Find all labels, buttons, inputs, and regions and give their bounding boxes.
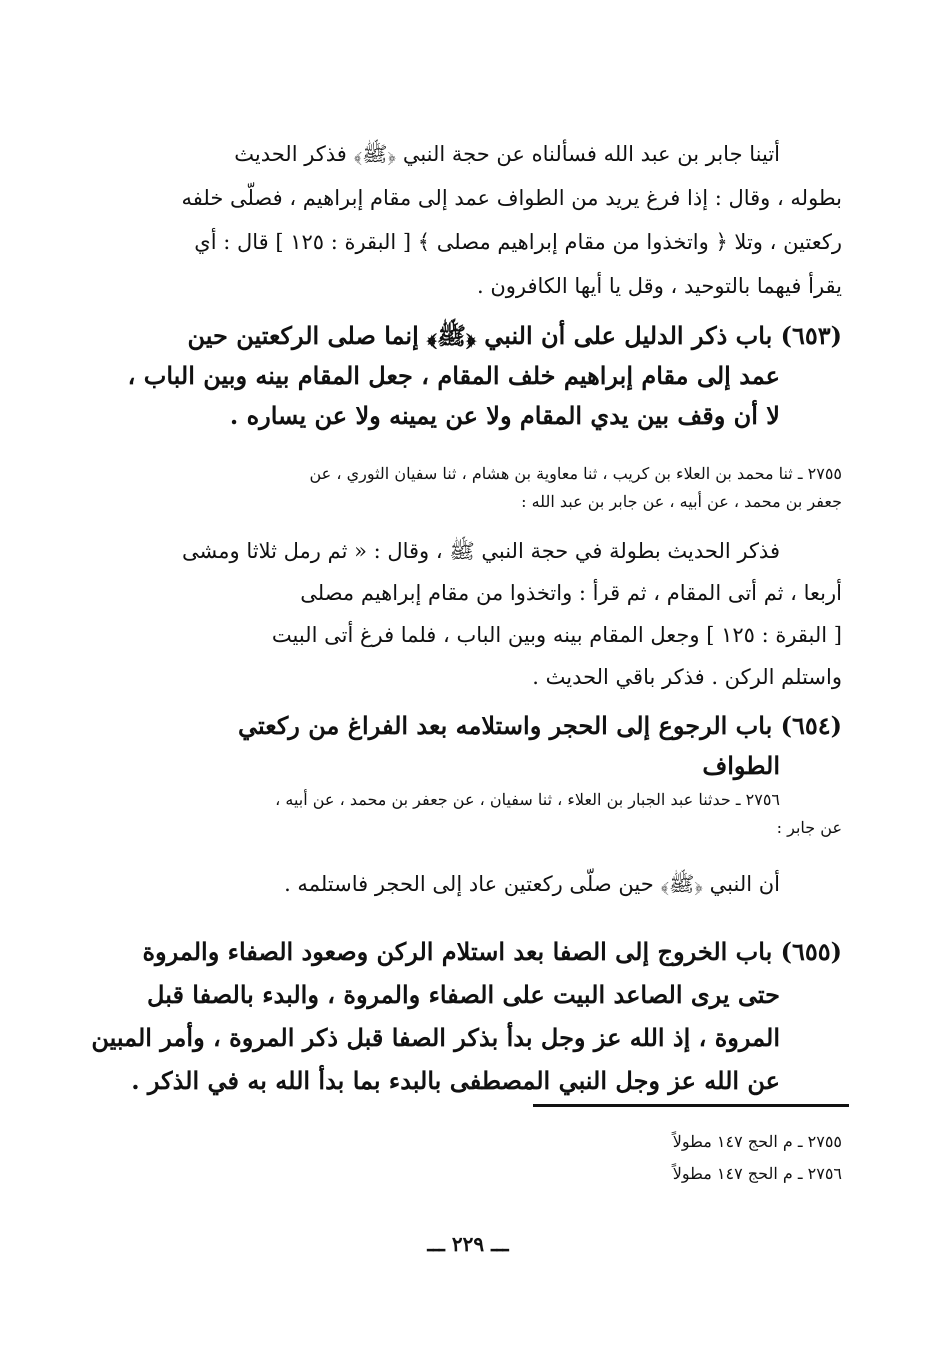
- isnad-2755: [166, 460, 842, 516]
- heading-line: (٦٥٤) باب الرجوع إلى الحجر واستلامه بعد الفراغ من ركعتي: [238, 711, 842, 740]
- text-line: أربعا ، ثم أتى المقام ، ثم قرأ : واتخذوا من مقام إبراهيم مصلى: [300, 581, 842, 605]
- text-line: يقرأ فيهما بالتوحيد ، وقل يا أيها الكافرون .: [476, 274, 842, 298]
- isnad-2756: [166, 786, 842, 842]
- footnotes: [166, 1126, 842, 1190]
- text-line: فذكر الحديث بطولة في حجة النبي ﷺ ، وقال : « ثم رمل ثلاثا ومشى: [182, 539, 780, 563]
- isnad-line: جعفر بن محمد ، عن أبيه ، عن جابر بن عبد الله :: [521, 492, 842, 511]
- isnad-line: عن جابر :: [776, 818, 842, 837]
- heading-line: (٦٥٥) باب الخروج إلى الصفا بعد استلام الركن وصعود الصفاء والمروة: [142, 937, 842, 966]
- footnote-separator: [533, 1104, 849, 1107]
- chapter-heading-653: [127, 316, 842, 436]
- heading-line: حتى يرى الصاعد البيت على الصفاء والمروة ، والبدء بالصفا قبل: [147, 980, 780, 1009]
- text-line: [ البقرة : ١٢٥ ] وجعل المقام بينه وبين الباب ، فلما فرغ أتى البيت: [271, 623, 842, 647]
- heading-line: (٦٥٣) باب ذكر الدليل على أن النبي ﴿ﷺ﴾ إنما صلى الركعتين حين: [187, 321, 842, 350]
- page-number: ـــ ٢٢٩ ـــ: [427, 1232, 509, 1256]
- chapter-heading-655: [91, 930, 842, 1102]
- matn-2756: [166, 862, 842, 906]
- isnad-line: ٢٧٥٦ ـ حدثنا عبد الجبار بن العلاء ، ثنا سفيان ، عن جعفر بن محمد ، عن أبيه ،: [275, 790, 780, 809]
- text-line: ركعتين ، وتلا ﴿ واتخذوا من مقام إبراهيم مصلى ﴾ [ البقرة : ١٢٥ ] قال : أي: [194, 230, 842, 254]
- isnad-line: ٢٧٥٥ ـ ثنا محمد بن العلاء بن كريب ، ثنا معاوية بن هشام ، ثنا سفيان الثوري ، عن: [309, 464, 842, 483]
- heading-line: الطواف: [702, 751, 780, 780]
- heading-line: المروة ، إذ الله عز وجل بدأ بذكر الصفا قبل ذكر المروة ، وأمر المبين: [91, 1023, 780, 1052]
- heading-line: عمد إلى مقام إبراهيم خلف المقام ، جعل المقام بينه وبين الباب ،: [127, 361, 780, 390]
- text-line: بطوله ، وقال : إذا فرغ يريد من الطواف عمد إلى مقام إبراهيم ، فصلّى خلفه: [181, 186, 842, 210]
- text-line: أتينا جابر بن عبد الله فسألناه عن حجة النبي ﴿ﷺ﴾ فذكر الحديث: [234, 142, 780, 166]
- heading-line: عن الله عز وجل النبي المصطفى بالبدء بما بدأ الله به في الذكر .: [131, 1066, 780, 1095]
- text-line: أن النبي ﴿ﷺ﴾ حين صلّى ركعتين عاد إلى الحجر فاستلمه .: [284, 872, 780, 896]
- text-line: واستلم الركن . فذكر باقي الحديث .: [532, 665, 842, 689]
- heading-line: لا أن وقف بين يدي المقام ولا عن يمينه ولا عن يساره .: [229, 401, 780, 430]
- footnote-line: ٢٧٥٦ ـ م الحج ١٤٧ مطولاً: [672, 1164, 842, 1183]
- paragraph-hadith-continuation: [166, 132, 842, 308]
- matn-2755: [166, 530, 842, 698]
- footnote-line: ٢٧٥٥ ـ م الحج ١٤٧ مطولاً: [672, 1132, 842, 1151]
- chapter-heading-654: [166, 706, 842, 786]
